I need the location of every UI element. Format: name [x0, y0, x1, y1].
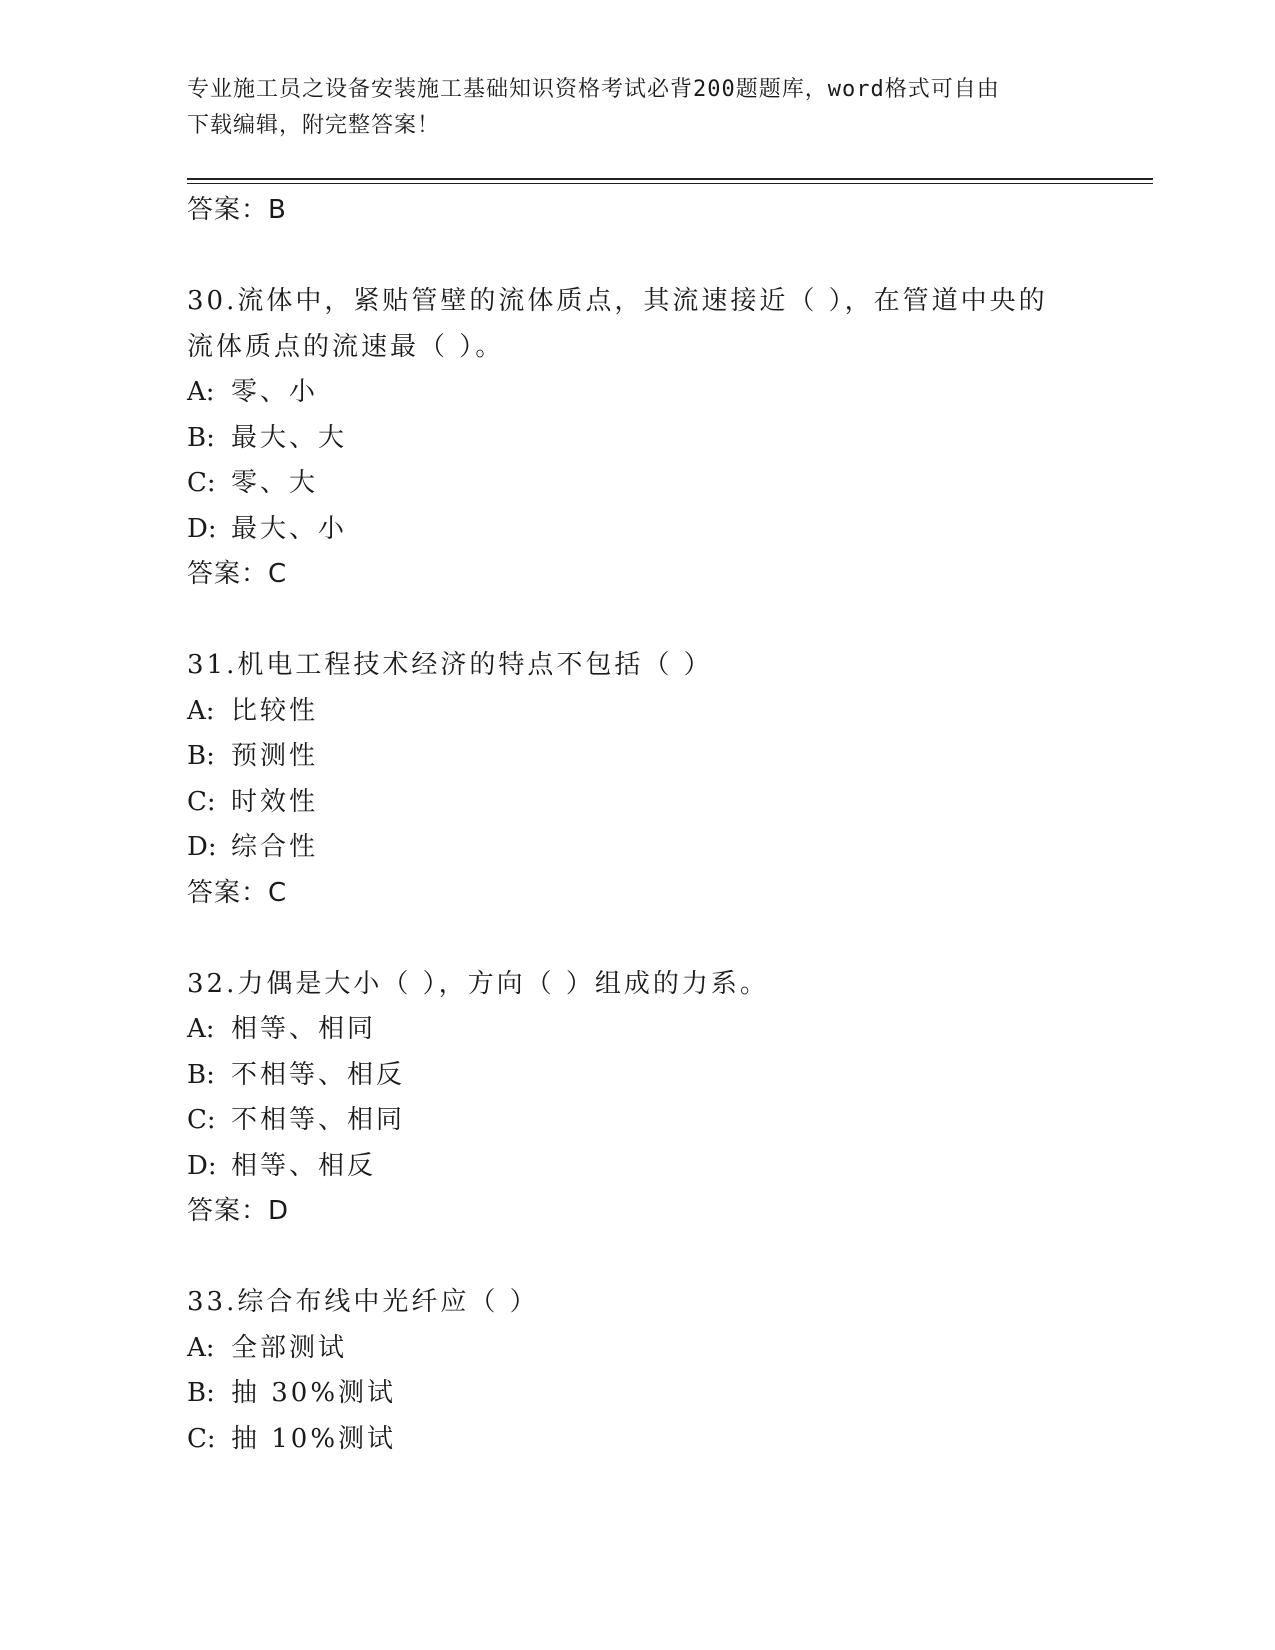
question-30: [187, 279, 1107, 598]
option-text: 抽 30%测试: [231, 1378, 397, 1408]
option-a: [187, 689, 1107, 735]
option-text: 相等、相同: [231, 1014, 377, 1044]
option-text: 最大、小: [231, 513, 348, 544]
option-letter: D:: [187, 832, 217, 862]
option-a: [187, 1007, 1107, 1053]
option-text: 全部测试: [231, 1332, 348, 1363]
header-divider-thick: [187, 178, 1153, 180]
question-31: [187, 643, 1107, 916]
option-b: [187, 1053, 1107, 1099]
option-text: 时效性: [231, 786, 319, 817]
spacer: [187, 916, 1107, 962]
option-c: [187, 780, 1107, 826]
answer-line: 答案：C: [187, 559, 288, 589]
option-text: 预测性: [231, 741, 319, 771]
option-a: [187, 1326, 1107, 1372]
option-c: [187, 461, 1107, 507]
option-letter: B:: [187, 422, 215, 453]
option-c: [187, 1417, 1107, 1463]
question-stem-line: 31.机电工程技术经济的特点不包括（ ）: [187, 650, 713, 680]
option-text: 比较性: [231, 695, 319, 726]
option-b: [187, 416, 1107, 462]
option-c: [187, 1098, 1107, 1144]
spacer: [187, 1235, 1107, 1281]
header-title-line-1: 专业施工员之设备安装施工基础知识资格考试必背200题题库，word格式可自由: [187, 77, 1000, 102]
answer-line: 答案：D: [187, 1196, 290, 1226]
option-text: 零、大: [231, 468, 319, 498]
option-letter: C:: [187, 1105, 216, 1135]
option-letter: B:: [187, 1059, 215, 1090]
option-text: 零、小: [231, 377, 319, 407]
option-text: 不相等、相反: [231, 1059, 406, 1090]
question-list: [187, 188, 1107, 1462]
option-letter: B:: [187, 741, 215, 771]
option-a: [187, 370, 1107, 416]
previous-answer: 答案：B: [187, 195, 287, 225]
option-text: 不相等、相同: [231, 1105, 406, 1135]
option-letter: A:: [187, 377, 215, 407]
spacer: [187, 598, 1107, 644]
option-letter: A:: [187, 1014, 215, 1044]
option-text: 综合性: [231, 832, 319, 862]
option-text: 抽 10%测试: [231, 1423, 397, 1454]
question-32: [187, 962, 1107, 1235]
option-letter: C:: [187, 468, 216, 498]
question-33: [187, 1280, 1107, 1462]
option-d: [187, 1144, 1107, 1190]
question-stem-line: 32.力偶是大小（ ），方向（ ）组成的力系。: [187, 968, 769, 999]
option-letter: C:: [187, 786, 216, 817]
header-title-line-2: 下载编辑，附完整答案！: [187, 113, 441, 138]
question-stem-line: 流体质点的流速最（ ）。: [187, 331, 505, 362]
option-letter: B:: [187, 1378, 215, 1408]
option-letter: C:: [187, 1423, 216, 1454]
document-header: [187, 72, 1067, 144]
option-text: 最大、大: [231, 422, 348, 453]
option-letter: D:: [187, 513, 217, 544]
option-d: [187, 825, 1107, 871]
question-stem-line: 30.流体中，紧贴管壁的流体质点，其流速接近（ ），在管道中央的: [187, 286, 1048, 316]
option-b: [187, 1371, 1107, 1417]
answer-line: 答案：C: [187, 877, 288, 908]
option-letter: A:: [187, 1332, 215, 1363]
option-b: [187, 734, 1107, 780]
option-letter: D:: [187, 1150, 217, 1181]
option-d: [187, 507, 1107, 553]
question-stem-line: 33.综合布线中光纤应（ ）: [187, 1287, 539, 1317]
option-letter: A:: [187, 695, 215, 726]
option-text: 相等、相反: [231, 1150, 377, 1181]
header-divider-thin: [187, 183, 1153, 184]
spacer: [187, 234, 1107, 280]
